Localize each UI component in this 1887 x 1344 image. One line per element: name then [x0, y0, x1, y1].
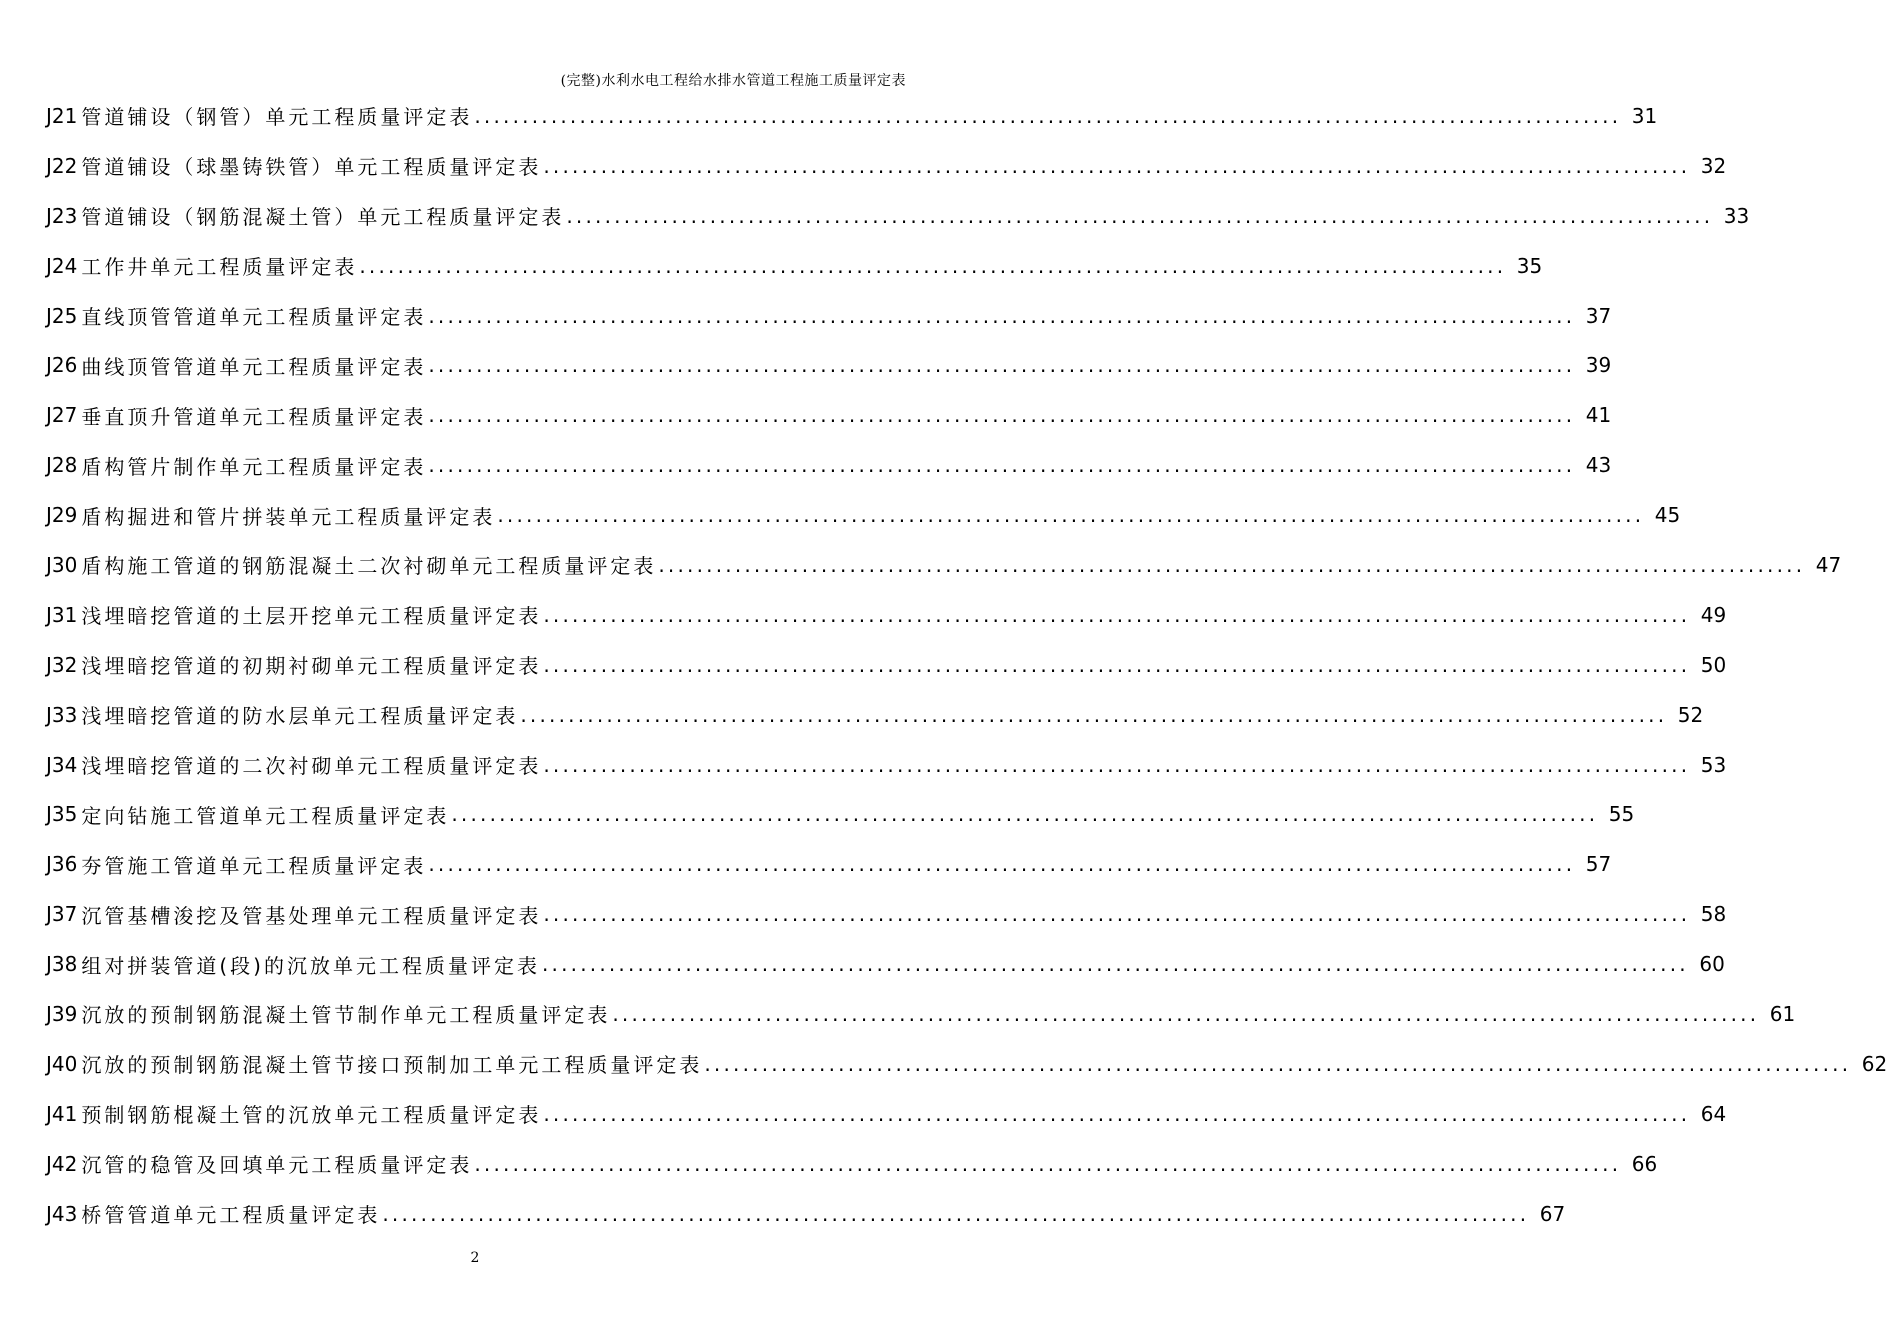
toc-entry[interactable]: [46, 590, 1727, 640]
toc-entry-code: J29: [46, 503, 78, 528]
toc-entry-page: 64: [1700, 1101, 1727, 1126]
toc-entry-code: J33: [46, 702, 78, 727]
toc-entry[interactable]: [46, 1139, 1658, 1189]
toc-entry-code: J36: [46, 852, 78, 877]
dot-leader: ........................................................................................................................: [474, 1151, 1622, 1176]
toc-entry-title: 浅埋暗挖管道的二次衬砌单元工程质量评定表: [81, 754, 542, 779]
toc-entry[interactable]: [46, 291, 1612, 341]
dot-leader: ........................................................................................................................: [704, 1051, 1852, 1076]
running-header: (完整)水利水电工程给水排水管道工程施工质量评定表: [560, 73, 906, 89]
dot-leader: ........................................................................................................................: [359, 253, 1507, 278]
toc-entry-page: 31: [1631, 103, 1658, 128]
toc-entry-page: 62: [1861, 1051, 1887, 1076]
toc-entry[interactable]: [46, 789, 1635, 839]
toc-entry-title: 浅埋暗挖管道的初期衬砌单元工程质量评定表: [81, 654, 542, 679]
dot-leader: ........................................................................................................................: [474, 103, 1622, 128]
toc-entry-page: 43: [1585, 453, 1612, 478]
toc-entry-code: J27: [46, 403, 78, 428]
toc-entry-title: 沉放的预制钢筋混凝土管节接口预制加工单元工程质量评定表: [81, 1053, 703, 1078]
toc-entry[interactable]: [46, 939, 1725, 989]
toc-entry[interactable]: [46, 740, 1727, 790]
toc-entry-code: J41: [46, 1101, 78, 1126]
toc-entry-code: J43: [46, 1201, 78, 1226]
toc-entry-code: J23: [46, 203, 78, 228]
toc-entry-page: 45: [1654, 503, 1681, 528]
toc-entry-code: J34: [46, 752, 78, 777]
toc-entry-code: J42: [46, 1151, 78, 1176]
toc-entry-code: J22: [46, 153, 78, 178]
toc-entry[interactable]: [46, 889, 1727, 939]
toc-entry-page: 41: [1585, 403, 1612, 428]
toc-entry-page: 35: [1516, 253, 1543, 278]
toc-entry-code: J25: [46, 303, 78, 328]
toc-entry-page: 61: [1769, 1001, 1796, 1026]
toc-entry-title: 管道铺设（钢管）单元工程质量评定表: [81, 105, 473, 130]
dot-leader: ........................................................................................................................: [543, 752, 1691, 777]
dot-leader: ........................................................................................................................: [428, 403, 1576, 428]
page-number: 2: [470, 1250, 480, 1266]
toc-entry-title: 沉放的预制钢筋混凝土管节制作单元工程质量评定表: [81, 1003, 611, 1028]
toc-entry-page: 32: [1700, 153, 1727, 178]
dot-leader: ........................................................................................................................: [428, 303, 1576, 328]
toc-entry-code: J26: [46, 353, 78, 378]
toc-entry-title: 盾构管片制作单元工程质量评定表: [81, 454, 427, 479]
toc-entry-code: J28: [46, 453, 78, 478]
dot-leader: ........................................................................................................................: [612, 1001, 1760, 1026]
toc-entry-page: 33: [1723, 203, 1750, 228]
toc-entry[interactable]: [46, 1039, 1887, 1089]
dot-leader: ........................................................................................................................: [451, 802, 1599, 827]
toc-entry-code: J38: [46, 952, 78, 977]
dot-leader: ........................................................................................................................: [543, 902, 1691, 927]
toc-entry-title: 沉管的稳管及回填单元工程质量评定表: [81, 1153, 473, 1178]
toc-entry-page: 37: [1585, 303, 1612, 328]
toc-entry-title: 组对拼装管道(段)的沉放单元工程质量评定表: [81, 953, 540, 978]
toc-entry-title: 垂直顶升管道单元工程质量评定表: [81, 404, 427, 429]
toc-entry-page: 66: [1631, 1151, 1658, 1176]
toc-entry-title: 盾构施工管道的钢筋混凝土二次衬砌单元工程质量评定表: [81, 554, 657, 579]
toc-entry[interactable]: [46, 141, 1727, 191]
toc-entry[interactable]: [46, 839, 1612, 889]
toc-entry[interactable]: [46, 989, 1796, 1039]
dot-leader: ........................................................................................................................: [497, 503, 1645, 528]
toc-entry[interactable]: [46, 1089, 1727, 1139]
toc-entry-page: 39: [1585, 353, 1612, 378]
toc-entry[interactable]: [46, 440, 1612, 490]
toc-entry-page: 57: [1585, 852, 1612, 877]
toc-entry-title: 管道铺设（钢筋混凝土管）单元工程质量评定表: [81, 205, 565, 230]
dot-leader: ........................................................................................................................: [543, 652, 1691, 677]
toc-entry-page: 49: [1700, 602, 1727, 627]
dot-leader: ........................................................................................................................: [428, 852, 1576, 877]
toc-entry-code: J37: [46, 902, 78, 927]
dot-leader: ........................................................................................................................: [382, 1201, 1530, 1226]
toc-entry-title: 浅埋暗挖管道的土层开挖单元工程质量评定表: [81, 604, 542, 629]
toc-entry[interactable]: [46, 690, 1704, 740]
toc-entry[interactable]: [46, 390, 1612, 440]
dot-leader: ........................................................................................................................: [428, 453, 1576, 478]
toc-entry-code: J32: [46, 652, 78, 677]
toc-entry-page: 47: [1815, 552, 1842, 577]
toc-entry-code: J40: [46, 1051, 78, 1076]
toc-entry[interactable]: [46, 1189, 1566, 1239]
dot-leader: ........................................................................................................................: [543, 153, 1691, 178]
toc-entry-code: J35: [46, 802, 78, 827]
toc-entry-page: 52: [1677, 702, 1704, 727]
dot-leader: ........................................................................................................................: [543, 602, 1691, 627]
toc-entry-title: 直线顶管管道单元工程质量评定表: [81, 305, 427, 329]
toc-entry-page: 58: [1700, 902, 1727, 927]
toc-entry-code: J30: [46, 552, 78, 577]
dot-leader: ........................................................................................................................: [543, 1101, 1691, 1126]
dot-leader: ........................................................................................................................: [428, 353, 1576, 378]
toc-entry[interactable]: [46, 490, 1681, 540]
dot-leader: ........................................................................................................................: [541, 952, 1689, 977]
toc-entry-page: 67: [1539, 1201, 1566, 1226]
toc-entry[interactable]: [46, 91, 1658, 141]
toc-entry[interactable]: [46, 191, 1750, 241]
dot-leader: ........................................................................................................................: [566, 203, 1714, 228]
toc-entry-title: 管道铺设（球墨铸铁管）单元工程质量评定表: [81, 155, 542, 180]
toc-entry-title: 定向钻施工管道单元工程质量评定表: [81, 803, 450, 828]
toc-entry-title: 浅埋暗挖管道的防水层单元工程质量评定表: [81, 704, 519, 729]
toc-entry-page: 60: [1699, 952, 1725, 977]
toc-entry[interactable]: [46, 640, 1727, 690]
toc-entry-title: 曲线顶管管道单元工程质量评定表: [81, 354, 427, 379]
toc-entry-title: 盾构掘进和管片拼装单元工程质量评定表: [81, 504, 496, 529]
toc-entry-title: 桥管管道单元工程质量评定表: [81, 1203, 381, 1228]
toc-entry-page: 53: [1700, 752, 1727, 777]
toc-entry-code: J24: [46, 253, 78, 278]
toc-entry-title: 夯管施工管道单元工程质量评定表: [81, 853, 427, 878]
dot-leader: ........................................................................................................................: [658, 552, 1806, 577]
toc-entry-page: 50: [1700, 652, 1727, 677]
toc-entry[interactable]: [46, 540, 1842, 590]
toc-entry-title: 工作井单元工程质量评定表: [81, 255, 358, 280]
toc-entry-code: J21: [46, 103, 78, 128]
toc-entry-code: J39: [46, 1001, 78, 1026]
toc-entry[interactable]: [46, 241, 1543, 291]
table-of-contents: [46, 91, 1887, 1238]
toc-entry[interactable]: [46, 340, 1612, 390]
dot-leader: ........................................................................................................................: [520, 702, 1668, 727]
toc-entry-title: 沉管基槽浚挖及管基处理单元工程质量评定表: [81, 903, 542, 928]
toc-entry-page: 55: [1608, 802, 1635, 827]
toc-entry-code: J31: [46, 602, 78, 627]
toc-entry-title: 预制钢筋棍凝土管的沉放单元工程质量评定表: [81, 1103, 542, 1128]
